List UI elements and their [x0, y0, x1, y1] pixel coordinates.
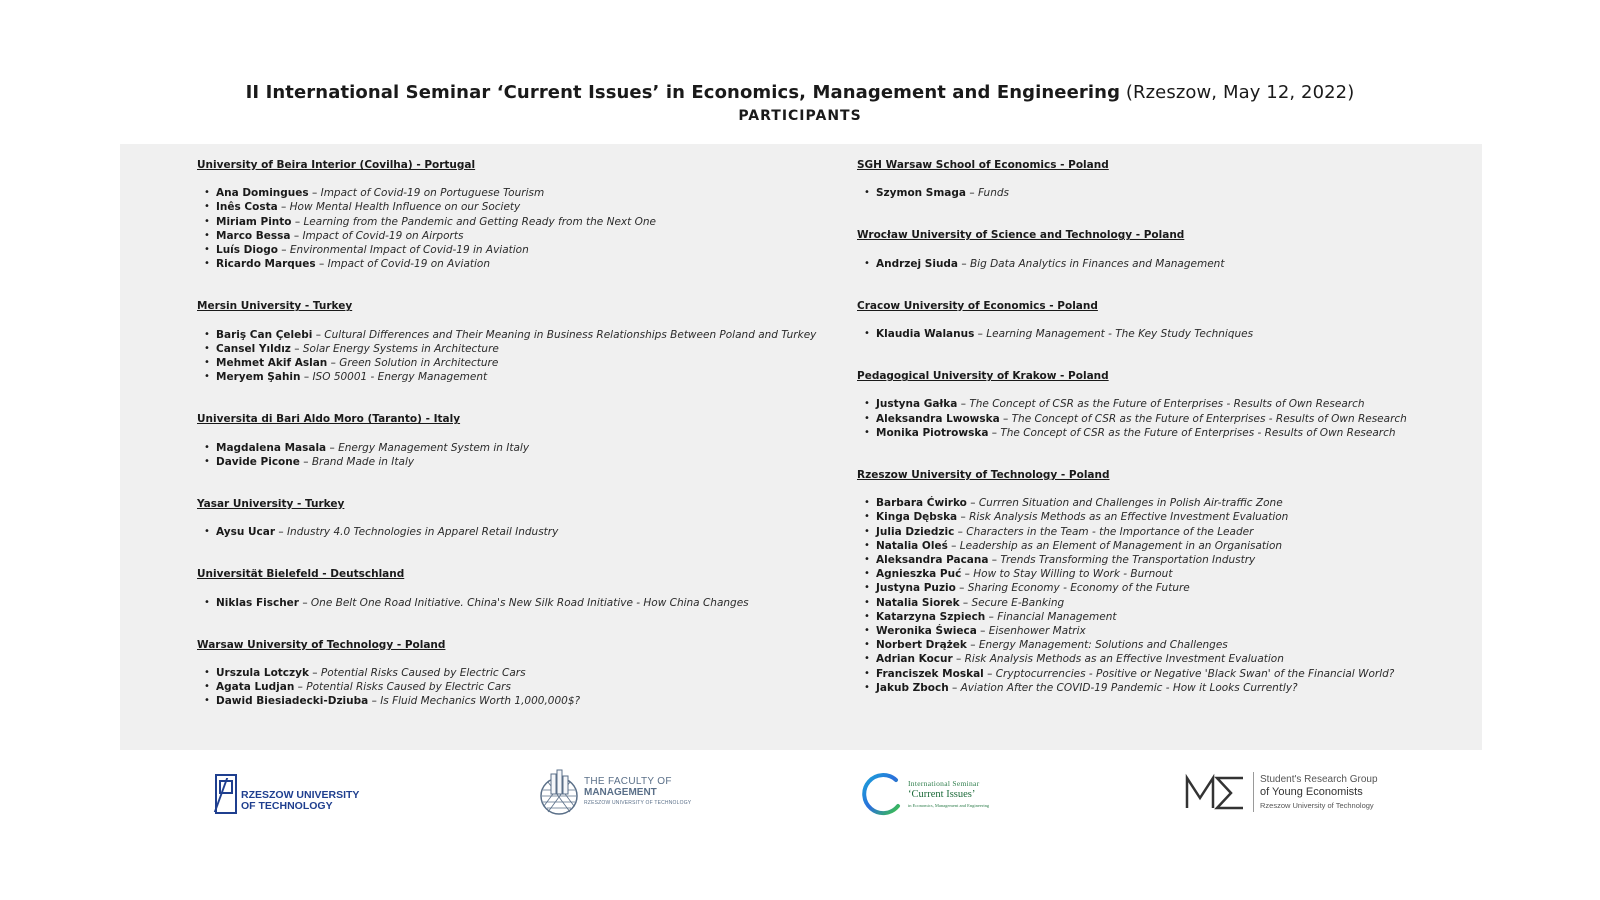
- participants-panel: [120, 144, 1482, 750]
- participant-item: [857, 257, 1457, 271]
- participant-list: [857, 186, 1457, 200]
- participant-name: Szymon Smaga: [876, 187, 966, 200]
- participant-item: [857, 638, 1457, 652]
- separator: –: [954, 525, 967, 538]
- university-block: [857, 299, 1457, 341]
- participant-item: [197, 455, 817, 469]
- participant-name: Justyna Gałka: [876, 398, 958, 411]
- presentation-topic: Eisenhower Matrix: [988, 625, 1086, 638]
- separator: –: [988, 426, 1001, 439]
- young-economists-logo-text: [1260, 773, 1378, 812]
- participant-name: Mehmet Akif Aslan: [216, 357, 328, 370]
- page-subtitle: PARTICIPANTS: [738, 108, 862, 124]
- presentation-topic: Cultural Differences and Their Meaning in Business Relationships Between Poland and Turkey: [324, 328, 817, 341]
- separator: –: [308, 187, 321, 200]
- me-line2: of Young Economists: [1260, 785, 1363, 798]
- participant-name: Miriam Pinto: [216, 215, 292, 228]
- presentation-topic: Risk Analysis Methods as an Effective Investment Evaluation: [964, 653, 1284, 666]
- title-main: II International Seminar ‘Current Issues’ in Economics, Management and Engineering: [245, 82, 1121, 103]
- faculty-emblem-icon: [538, 768, 580, 816]
- separator: –: [966, 497, 979, 510]
- university-name: Wrocław University of Science and Technology - Poland: [857, 229, 1185, 242]
- presentation-topic: How Mental Health Influence on our Society: [289, 201, 521, 214]
- participant-item: [197, 596, 817, 610]
- university-name: Rzeszow University of Technology - Poland: [857, 469, 1110, 482]
- university-name: Universita di Bari Aldo Moro (Taranto) - Italy: [197, 413, 461, 426]
- participant-item: [197, 370, 817, 384]
- participant-name: Julia Dziedzic: [876, 525, 955, 538]
- participant-item: [857, 596, 1457, 610]
- presentation-topic: Is Fluid Mechanics Worth 1,000,000$?: [380, 695, 581, 708]
- participant-name: Davide Picone: [216, 455, 300, 468]
- faculty-of-management-logo: [538, 768, 691, 816]
- university-block: [197, 567, 817, 609]
- participant-name: Agata Ludjan: [216, 681, 295, 694]
- presentation-topic: Learning from the Pandemic and Getting Ready from the Next One: [303, 215, 656, 228]
- participant-name: Monika Piotrowska: [876, 426, 989, 439]
- presentation-topic: Learning Management - The Key Study Techniques: [986, 328, 1254, 341]
- presentation-topic: Big Data Analytics in Finances and Management: [969, 257, 1225, 270]
- participant-name: Norbert Drążek: [876, 639, 967, 652]
- header: [0, 80, 1600, 124]
- me-line1: Student's Research Group: [1260, 773, 1378, 785]
- presentation-topic: Financial Management: [997, 610, 1117, 623]
- separator: –: [298, 596, 311, 609]
- current-issues-seminar-logo: [858, 770, 989, 818]
- separator: –: [275, 526, 287, 539]
- presentation-topic: Industry 4.0 Technologies in Apparel Retail Industry: [286, 526, 559, 539]
- presentation-topic: ISO 50001 - Energy Management: [312, 371, 488, 384]
- me-monogram-icon: [1185, 772, 1247, 812]
- participant-name: Agnieszka Puć: [876, 568, 962, 581]
- participant-name: Justyna Puzio: [876, 582, 956, 595]
- fom-line1: THE FACULTY OF: [584, 775, 672, 787]
- cis-line2: ‘Current Issues’: [908, 788, 976, 800]
- participant-item: [857, 327, 1457, 341]
- separator: –: [277, 244, 290, 257]
- participant-item: [857, 426, 1457, 440]
- participant-name: Aleksandra Pacana: [876, 554, 989, 567]
- participant-name: Natalia Oleś: [876, 539, 948, 552]
- right-column: [857, 158, 1457, 723]
- separator: –: [315, 258, 328, 271]
- participant-list: [857, 257, 1457, 271]
- participant-item: [197, 441, 817, 455]
- young-economists-logo: [1185, 772, 1378, 812]
- presentation-topic: Currren Situation and Challenges in Polish Air-traffic Zone: [978, 497, 1283, 510]
- fom-line3: RZESZOW UNIVERSITY OF TECHNOLOGY: [584, 799, 692, 806]
- participant-name: Inês Costa: [216, 201, 278, 214]
- university-block: [857, 228, 1457, 270]
- presentation-topic: Leadership as an Element of Management in an Organisation: [959, 539, 1283, 552]
- separator: –: [327, 357, 340, 370]
- rut-emblem-icon: [215, 774, 237, 814]
- rut-line2: OF TECHNOLOGY: [241, 800, 333, 812]
- presentation-topic: Trends Transforming the Transportation Industry: [1000, 554, 1256, 567]
- participant-item: [857, 667, 1457, 681]
- separator: –: [957, 511, 970, 524]
- faculty-logo-text: [584, 776, 691, 809]
- participant-list: [197, 525, 817, 539]
- university-name: Cracow University of Economics - Poland: [857, 299, 1098, 312]
- separator: –: [974, 328, 987, 341]
- separator: –: [290, 342, 303, 355]
- separator: –: [290, 229, 303, 242]
- left-column: [197, 158, 817, 737]
- separator: –: [326, 441, 339, 454]
- university-block: [197, 497, 817, 539]
- presentation-topic: Cryptocurrencies - Positive or Negative 'Black Swan' of the Financial World?: [995, 667, 1395, 680]
- separator: –: [947, 539, 960, 552]
- participant-list: [197, 596, 817, 610]
- participant-name: Meryem Şahin: [216, 371, 301, 384]
- participant-item: [857, 624, 1457, 638]
- participant-item: [857, 539, 1457, 553]
- presentation-topic: Potential Risks Caused by Electric Cars: [320, 667, 526, 680]
- participant-item: [857, 652, 1457, 666]
- separator: –: [966, 639, 979, 652]
- separator: –: [294, 681, 307, 694]
- separator: –: [300, 371, 313, 384]
- participant-item: [197, 356, 817, 370]
- participant-item: [197, 257, 817, 271]
- participant-name: Cansel Yıldız: [216, 342, 291, 355]
- university-block: [857, 158, 1457, 200]
- participant-item: [197, 215, 817, 229]
- university-name: Warsaw University of Technology - Poland: [197, 638, 446, 651]
- university-name: Yasar University - Turkey: [197, 498, 345, 511]
- participant-name: Magdalena Masala: [216, 441, 327, 454]
- participant-item: [857, 567, 1457, 581]
- separator: –: [299, 455, 312, 468]
- presentation-topic: Impact of Covid-19 on Airports: [302, 229, 464, 242]
- fom-line2: MANAGEMENT: [584, 786, 657, 798]
- participant-item: [857, 510, 1457, 524]
- participant-item: [197, 666, 817, 680]
- presentation-topic: How to Stay Willing to Work - Burnout: [973, 568, 1173, 581]
- separator: –: [959, 596, 972, 609]
- presentation-topic: Energy Management System in Italy: [338, 441, 530, 454]
- presentation-topic: Aviation After the COVID-19 Pandemic - How it Looks Currently?: [960, 681, 1298, 694]
- participant-name: Katarzyna Szpiech: [876, 610, 986, 623]
- separator: –: [999, 412, 1012, 425]
- participant-name: Urszula Lotczyk: [216, 667, 309, 680]
- university-block: [197, 638, 817, 709]
- presentation-topic: Solar Energy Systems in Architecture: [302, 342, 499, 355]
- logos-footer: [0, 764, 1600, 824]
- participant-name: Jakub Zboch: [876, 681, 949, 694]
- university-name: Pedagogical University of Krakow - Poland: [857, 370, 1109, 383]
- separator: –: [291, 215, 304, 228]
- presentation-topic: Environmental Impact of Covid-19 in Aviation: [289, 244, 529, 257]
- presentation-topic: Funds: [977, 187, 1009, 200]
- presentation-topic: Impact of Covid-19 on Aviation: [327, 258, 491, 271]
- separator: –: [955, 582, 968, 595]
- participant-name: Klaudia Walanus: [876, 328, 975, 341]
- university-block: [857, 369, 1457, 440]
- participant-item: [857, 553, 1457, 567]
- participant-name: Dawid Biesiadecki-Dziuba: [216, 695, 369, 708]
- separator: –: [983, 667, 996, 680]
- presentation-topic: Risk Analysis Methods as an Effective Investment Evaluation: [969, 511, 1289, 524]
- participant-name: Kinga Dębska: [876, 511, 958, 524]
- participant-item: [197, 525, 817, 539]
- participant-name: Ricardo Marques: [216, 258, 316, 271]
- participant-list: [857, 397, 1457, 440]
- separator: –: [368, 695, 381, 708]
- seminar-ring-icon: [858, 770, 906, 818]
- participant-list: [857, 496, 1457, 695]
- university-block: [197, 412, 817, 469]
- participant-item: [197, 328, 817, 342]
- participant-list: [197, 328, 817, 385]
- participant-item: [197, 229, 817, 243]
- separator: –: [312, 328, 325, 341]
- rut-logo-text: [241, 776, 359, 812]
- participant-list: [197, 666, 817, 709]
- presentation-topic: Sharing Economy - Economy of the Future: [967, 582, 1190, 595]
- cis-line3: in Economics, Management and Engineering: [908, 802, 990, 808]
- participant-name: Weronika Świeca: [876, 625, 977, 638]
- me-line3: Rzeszow University of Technology: [1260, 800, 1374, 810]
- university-name: University of Beira Interior (Covilha) - Portugal: [197, 159, 476, 171]
- presentation-topic: One Belt One Road Initiative. China's New Silk Road Initiative - How China Changes: [310, 596, 749, 609]
- page-title: [0, 80, 1600, 106]
- participant-name: Aleksandra Lwowska: [876, 412, 1000, 425]
- participant-name: Barbara Ćwirko: [876, 497, 967, 510]
- separator: –: [988, 554, 1001, 567]
- participant-name: Ana Domingues: [216, 187, 309, 200]
- university-name: Universität Bielefeld - Deutschland: [197, 568, 405, 581]
- separator: –: [957, 398, 970, 411]
- separator: –: [966, 187, 978, 200]
- separator: –: [976, 625, 989, 638]
- participant-name: Adrian Kocur: [876, 653, 953, 666]
- participant-item: [197, 243, 817, 257]
- seminar-logo-text: [908, 778, 989, 811]
- participant-item: [857, 397, 1457, 411]
- presentation-topic: The Concept of CSR as the Future of Enterprises - Results of Own Research: [1011, 412, 1407, 425]
- title-date: (Rzeszow, May 12, 2022): [1125, 82, 1355, 103]
- cis-line1: International Seminar: [908, 778, 980, 788]
- participant-list: [857, 327, 1457, 341]
- separator: –: [961, 568, 974, 581]
- presentation-topic: The Concept of CSR as the Future of Enterprises - Results of Own Research: [1000, 426, 1396, 439]
- presentation-topic: Energy Management: Solutions and Challenges: [978, 639, 1228, 652]
- participant-item: [197, 342, 817, 356]
- separator: –: [985, 610, 998, 623]
- presentation-topic: Green Solution in Architecture: [339, 357, 499, 370]
- presentation-topic: The Concept of CSR as the Future of Enterprises - Results of Own Research: [969, 398, 1365, 411]
- presentation-topic: Secure E-Banking: [971, 596, 1065, 609]
- participant-item: [197, 186, 817, 200]
- participant-list: [197, 441, 817, 469]
- participant-item: [197, 694, 817, 708]
- rzeszow-university-logo: [215, 774, 359, 814]
- separator: –: [948, 681, 961, 694]
- university-name: Mersin University - Turkey: [197, 300, 353, 313]
- university-name: SGH Warsaw School of Economics - Poland: [857, 159, 1109, 171]
- separator: –: [952, 653, 965, 666]
- rut-line1: RZESZOW UNIVERSITY: [241, 789, 360, 801]
- participant-item: [197, 200, 817, 214]
- participant-list: [197, 186, 817, 271]
- university-block: [197, 158, 817, 271]
- presentation-topic: Characters in the Team - the Importance of the Leader: [966, 525, 1254, 538]
- participant-name: Franciszek Moskal: [876, 667, 984, 680]
- participant-name: Andrzej Siuda: [876, 257, 959, 270]
- presentation-topic: Impact of Covid-19 on Portuguese Tourism: [320, 187, 545, 200]
- participant-name: Aysu Ucar: [216, 526, 275, 539]
- participant-name: Niklas Fischer: [216, 596, 299, 609]
- participant-item: [197, 680, 817, 694]
- logo-divider: [1253, 772, 1254, 812]
- participant-item: [857, 681, 1457, 695]
- university-block: [197, 299, 817, 384]
- participant-item: [857, 525, 1457, 539]
- participant-name: Marco Bessa: [216, 229, 291, 242]
- participant-item: [857, 610, 1457, 624]
- participant-item: [857, 412, 1457, 426]
- participant-item: [857, 496, 1457, 510]
- university-block: [857, 468, 1457, 695]
- participant-item: [857, 581, 1457, 595]
- presentation-topic: Brand Made in Italy: [311, 455, 415, 468]
- presentation-topic: Potential Risks Caused by Electric Cars: [306, 681, 511, 694]
- separator: –: [277, 201, 290, 214]
- participant-item: [857, 186, 1457, 200]
- separator: –: [308, 667, 321, 680]
- participant-name: Bariş Can Çelebi: [216, 328, 313, 341]
- separator: –: [958, 257, 970, 270]
- participant-name: Natalia Siorek: [876, 596, 960, 609]
- participant-name: Luís Diogo: [216, 244, 278, 257]
